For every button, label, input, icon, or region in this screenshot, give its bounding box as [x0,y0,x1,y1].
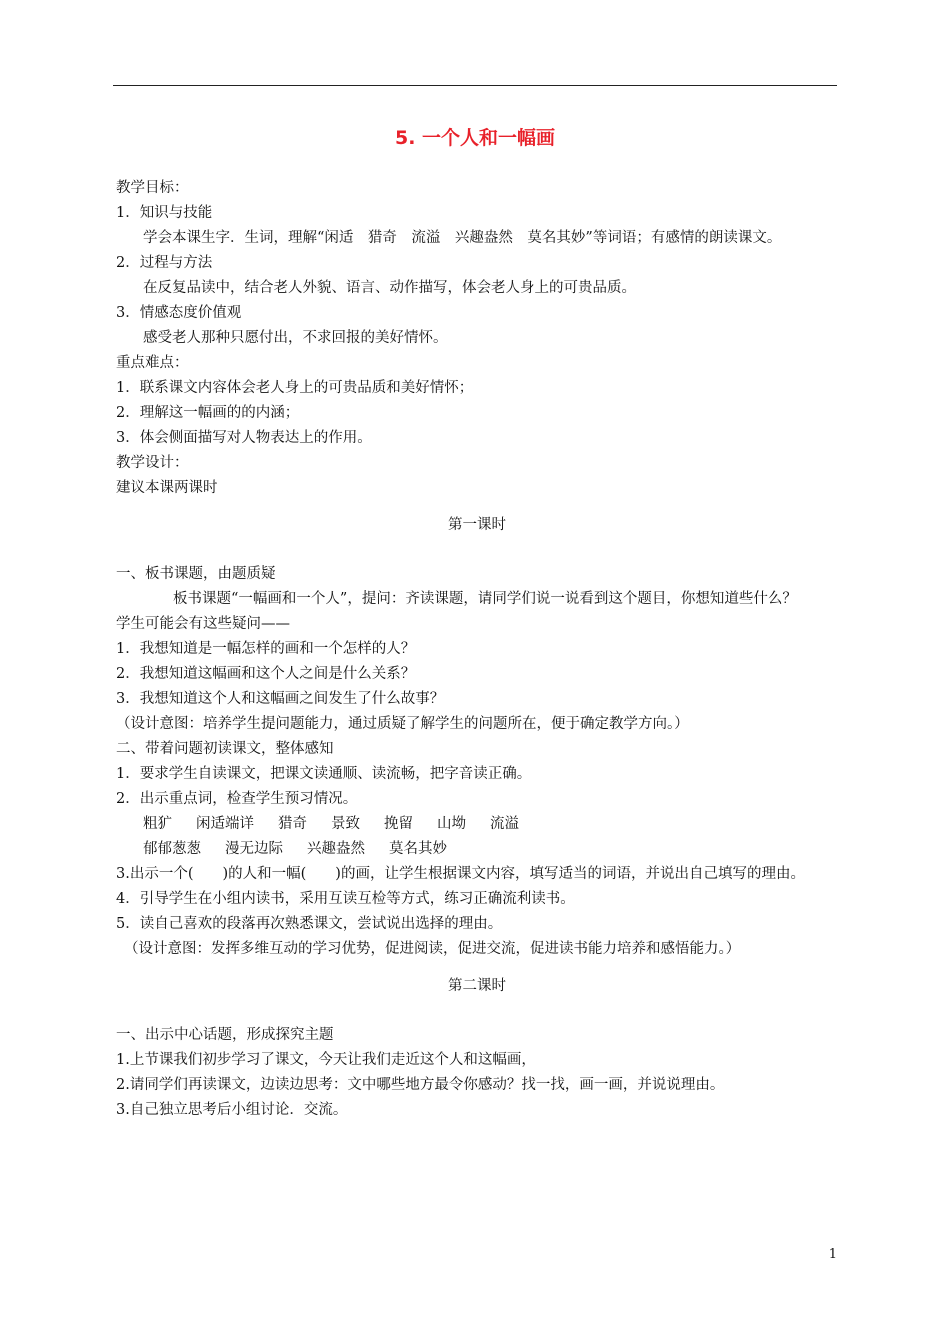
vocabulary-word: 挽留 [384,816,413,832]
design-heading: 教学设计： [116,455,189,471]
design-note: 建议本课两课时 [116,480,218,496]
page-number: 1 [828,1247,837,1262]
vocabulary-word: 粗犷 [143,816,172,832]
lesson-1-section-1-heading: 一、板书课题，由题质疑 [116,566,276,582]
design-intent-2: （设计意图：发挥多维互动的学习优势，促进阅读，促进交流，促进读书能力培养和感悟能力。） [124,941,741,957]
section-2-item-2: 2．出示重点词，检查学生预习情况。 [116,791,358,807]
question-item: 1．我想知道是一幅怎样的画和一个怎样的人？ [116,641,416,657]
lesson-1-section-1-lead: 学生可能会有这些疑问—— [116,616,290,632]
key-point-item: 2．理解这一幅画的的内涵； [116,405,300,421]
lesson-1-heading: 第一课时 [448,517,506,533]
objective-3-text: 感受老人那种只愿付出，不求回报的美好情怀。 [143,330,448,346]
lesson-1-section-2-heading: 二、带着问题初读课文，整体感知 [116,741,334,757]
vocabulary-word: 郁郁葱葱 [143,841,201,857]
key-points-heading: 重点难点： [116,355,189,371]
lesson-1-section-1-paragraph: 板书课题“一幅画和一个人”，提问：齐读课题，请同学们说一说看到这个题目，你想知道些什么？ [173,591,797,607]
vocabulary-word: 莫名其妙 [389,841,447,857]
lesson-2-item: 1.上节课我们初步学习了课文，今天让我们走近这个人和这幅画， [116,1052,536,1068]
objective-1-heading: 1．知识与技能 [116,205,213,221]
section-2-item-3: 3.出示一个( )的人和一幅( )的画，让学生根据课文内容，填写适当的词语，并说出自己填写的理由。 [116,866,805,882]
vocabulary-word: 兴趣盎然 [307,841,365,857]
section-2-item-4: 4．引导学生在小组内读书，采用互读互检等方式，练习正确流利读书。 [116,891,575,907]
objective-3-heading: 3．情感态度价值观 [116,305,242,321]
question-item: 3．我想知道这个人和这幅画之间发生了什么故事？ [116,691,445,707]
key-point-item: 3．体会侧面描写对人物表达上的作用。 [116,430,372,446]
objective-1-text: 学会本课生字．生词，理解“闲适 猎奇 流溢 兴趣盎然 莫名其妙”等词语；有感情的朗读课文。 [143,230,782,246]
document-body [116,176,838,1123]
vocabulary-word: 流溢 [490,816,519,832]
vocabulary-word: 闲适端详 [196,816,254,832]
section-2-item-1: 1．要求学生自读课文，把课文读通顺、读流畅，把字音读正确。 [116,766,532,782]
lesson-2-item: 2.请同学们再读课文，边读边思考：文中哪些地方最令你感动？找一找，画一画，并说说理由。 [116,1077,725,1093]
header-rule [113,85,837,86]
lesson-2-item: 3.自己独立思考后小组讨论．交流。 [116,1102,348,1118]
vocabulary-word: 漫无边际 [225,841,283,857]
lesson-2-section-1-heading: 一、出示中心话题，形成探究主题 [116,1027,334,1043]
vocabulary-row-2 [116,837,838,862]
question-item: 2．我想知道这幅画和这个人之间是什么关系？ [116,666,416,682]
vocabulary-word: 山坳 [437,816,466,832]
vocabulary-word: 景致 [331,816,360,832]
objective-2-text: 在反复品读中，结合老人外貌、语言、动作描写，体会老人身上的可贵品质。 [143,280,636,296]
objectives-heading: 教学目标： [116,180,189,196]
section-2-item-5: 5．读自己喜欢的段落再次熟悉课文，尝试说出选择的理由。 [116,916,503,932]
objective-2-heading: 2．过程与方法 [116,255,213,271]
key-point-item: 1．联系课文内容体会老人身上的可贵品质和美好情怀； [116,380,474,396]
vocabulary-row-1 [116,812,838,837]
document-title: 5. 一个人和一幅画 [394,127,556,149]
design-intent-1: （设计意图：培养学生提问题能力，通过质疑了解学生的问题所在，便于确定教学方向。） [116,716,689,732]
vocabulary-word: 猎奇 [278,816,307,832]
lesson-2-heading: 第二课时 [448,978,506,994]
